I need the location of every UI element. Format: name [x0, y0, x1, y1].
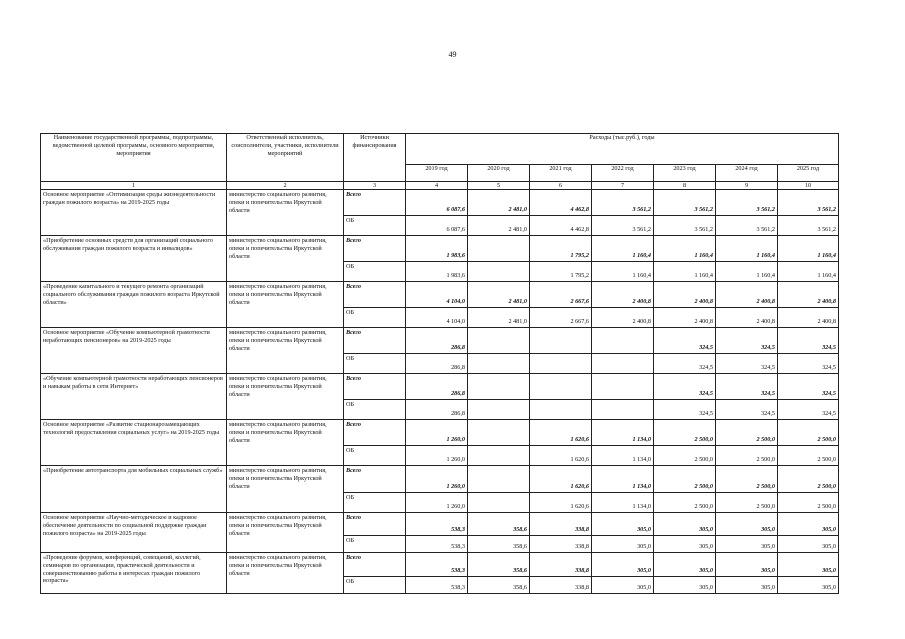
- table-row: [41, 236, 839, 262]
- total-value: 2 400,8: [778, 282, 839, 308]
- total-value: 305,0: [716, 553, 778, 577]
- ob-value: 1 795,2: [530, 262, 592, 282]
- total-value: 2 400,8: [592, 282, 654, 308]
- measure-name: Основное мероприятие «Развитие стационарозамещающих технологий предоставления социальных услуг» на 2019-2025 годы: [41, 420, 227, 466]
- column-number: 9: [716, 182, 778, 190]
- total-value: [530, 328, 592, 354]
- ob-value: 358,6: [468, 577, 530, 594]
- total-value: 538,3: [406, 513, 468, 536]
- ob-value: 2 500,0: [778, 493, 839, 513]
- ob-value: 538,3: [406, 536, 468, 553]
- column-numbers-row: [41, 182, 839, 190]
- ob-value: 305,0: [654, 536, 716, 553]
- total-value: 1 134,0: [592, 466, 654, 493]
- column-number: 3: [344, 182, 406, 190]
- page-number: 49: [448, 50, 457, 59]
- source-ob-label: ОБ: [344, 308, 406, 328]
- ob-value: 1 620,6: [530, 493, 592, 513]
- header-responsible: Ответственный исполнитель, соисполнители, участники, исполнители мероприятий: [227, 134, 344, 182]
- ob-value: 2 500,0: [654, 446, 716, 466]
- total-value: [530, 374, 592, 400]
- ob-value: 305,0: [654, 577, 716, 594]
- column-number: 1: [41, 182, 227, 190]
- total-value: 305,0: [778, 513, 839, 536]
- total-value: 358,6: [468, 553, 530, 577]
- ob-value: 1 160,4: [778, 262, 839, 282]
- ob-value: 2 667,6: [530, 308, 592, 328]
- total-value: 6 087,6: [406, 190, 468, 216]
- ob-value: 338,8: [530, 536, 592, 553]
- ob-value: 538,3: [406, 577, 468, 594]
- ob-value: 358,6: [468, 536, 530, 553]
- ob-value: 305,0: [716, 536, 778, 553]
- total-value: [468, 236, 530, 262]
- table-row: [41, 328, 839, 354]
- ob-value: [530, 400, 592, 420]
- measure-name: «Обучение компьютерной грамотности неработающих пенсионеров и навыкам работы в сети Интернет»: [41, 374, 227, 420]
- total-value: [468, 420, 530, 446]
- ob-value: 305,0: [716, 577, 778, 594]
- ob-value: 3 561,2: [778, 216, 839, 236]
- header-year: 2024 год: [716, 165, 778, 182]
- table-row: [41, 420, 839, 446]
- ob-value: [592, 400, 654, 420]
- source-total-label: Всего: [344, 282, 406, 308]
- ob-value: 305,0: [778, 536, 839, 553]
- total-value: 2 500,0: [654, 420, 716, 446]
- ob-value: 6 087,6: [406, 216, 468, 236]
- header-year: 2021 год: [530, 165, 592, 182]
- total-value: 2 500,0: [778, 420, 839, 446]
- total-value: 305,0: [778, 553, 839, 577]
- ob-value: [468, 262, 530, 282]
- ob-value: 2 400,8: [778, 308, 839, 328]
- source-ob-label: ОБ: [344, 262, 406, 282]
- table-row: [41, 553, 839, 577]
- ob-value: 2 400,8: [716, 308, 778, 328]
- total-value: 4 104,0: [406, 282, 468, 308]
- ob-value: 3 561,2: [716, 216, 778, 236]
- total-value: 358,6: [468, 513, 530, 536]
- total-value: 538,3: [406, 553, 468, 577]
- total-value: 1 983,6: [406, 236, 468, 262]
- responsible-executor: министерство социального развития, опеки и попечительства Иркутской области: [227, 236, 344, 282]
- column-number: 6: [530, 182, 592, 190]
- header-year: 2019 год: [406, 165, 468, 182]
- source-ob-label: ОБ: [344, 577, 406, 594]
- responsible-executor: министерство социального развития, опеки и попечительства Иркутской области: [227, 466, 344, 513]
- source-total-label: Всего: [344, 420, 406, 446]
- ob-value: 1 983,6: [406, 262, 468, 282]
- ob-value: 324,5: [654, 354, 716, 374]
- table-row: [41, 513, 839, 536]
- ob-value: 305,0: [778, 577, 839, 594]
- measure-name: «Проведение форумов, конференций, совещаний, коллегий, семинаров по организации, практической деятельности и совершенствованию работы в интересах граждан пожилого возраста»: [41, 553, 227, 594]
- total-value: 1 620,6: [530, 420, 592, 446]
- total-value: 1 260,0: [406, 466, 468, 493]
- total-value: 3 561,2: [654, 190, 716, 216]
- header-sources: Источники финансирования: [344, 134, 406, 182]
- total-value: 324,5: [716, 374, 778, 400]
- total-value: 324,5: [654, 328, 716, 354]
- total-value: [592, 328, 654, 354]
- responsible-executor: министерство социального развития, опеки и попечительства Иркутской области: [227, 190, 344, 236]
- source-ob-label: ОБ: [344, 493, 406, 513]
- measure-name: «Приобретение автотранспорта для мобильных социальных служб»: [41, 466, 227, 513]
- total-value: 305,0: [654, 513, 716, 536]
- ob-value: 4 462,8: [530, 216, 592, 236]
- total-value: 1 134,0: [592, 420, 654, 446]
- ob-value: 3 561,2: [654, 216, 716, 236]
- measure-name: «Проведение капитального и текущего ремонта организаций социального обслуживания граждан пожилого возраста Иркутской области»: [41, 282, 227, 328]
- total-value: 286,8: [406, 374, 468, 400]
- table-row: [41, 190, 839, 216]
- total-value: 2 500,0: [654, 466, 716, 493]
- responsible-executor: министерство социального развития, опеки и попечительства Иркутской области: [227, 420, 344, 466]
- total-value: 305,0: [654, 553, 716, 577]
- total-value: 324,5: [778, 328, 839, 354]
- total-value: 2 667,6: [530, 282, 592, 308]
- measure-name: Основное мероприятие «Научно-методическое и кадровое обеспечение деятельности по социальной поддержке граждан пожилого возраста» на 2019-2025 годы: [41, 513, 227, 553]
- ob-value: 2 400,8: [592, 308, 654, 328]
- ob-value: [468, 493, 530, 513]
- total-value: [468, 374, 530, 400]
- ob-value: 2 500,0: [778, 446, 839, 466]
- ob-value: 324,5: [778, 400, 839, 420]
- ob-value: 1 260,0: [406, 446, 468, 466]
- total-value: 305,0: [716, 513, 778, 536]
- header-year: 2025 год: [778, 165, 839, 182]
- ob-value: 2 500,0: [654, 493, 716, 513]
- total-value: 305,0: [592, 553, 654, 577]
- source-total-label: Всего: [344, 513, 406, 536]
- header-year: 2022 год: [592, 165, 654, 182]
- responsible-executor: министерство социального развития, опеки и попечительства Иркутской области: [227, 513, 344, 553]
- measure-name: «Приобретение основных средств для организаций социального обслуживания граждан пожилого возраста и инвалидов»: [41, 236, 227, 282]
- ob-value: 338,8: [530, 577, 592, 594]
- column-number: 2: [227, 182, 344, 190]
- table-row: [41, 374, 839, 400]
- source-total-label: Всего: [344, 190, 406, 216]
- header-year: 2023 год: [654, 165, 716, 182]
- total-value: [468, 466, 530, 493]
- responsible-executor: министерство социального развития, опеки и попечительства Иркутской области: [227, 328, 344, 374]
- ob-value: 1 134,0: [592, 493, 654, 513]
- total-value: 324,5: [778, 374, 839, 400]
- source-total-label: Всего: [344, 466, 406, 493]
- responsible-executor: министерство социального развития, опеки и попечительства Иркутской области: [227, 553, 344, 594]
- header-expenses: Расходы (тыс.руб.), годы: [406, 134, 839, 165]
- ob-value: 1 620,6: [530, 446, 592, 466]
- responsible-executor: министерство социального развития, опеки и попечительства Иркутской области: [227, 374, 344, 420]
- source-ob-label: ОБ: [344, 216, 406, 236]
- ob-value: 1 160,4: [592, 262, 654, 282]
- column-number: 10: [778, 182, 839, 190]
- source-total-label: Всего: [344, 328, 406, 354]
- ob-value: 324,5: [778, 354, 839, 374]
- ob-value: 1 134,0: [592, 446, 654, 466]
- total-value: 3 561,2: [716, 190, 778, 216]
- ob-value: 286,8: [406, 400, 468, 420]
- total-value: [592, 374, 654, 400]
- budget-table: [40, 133, 839, 594]
- total-value: 1 260,0: [406, 420, 468, 446]
- total-value: 2 400,8: [654, 282, 716, 308]
- ob-value: 1 160,4: [654, 262, 716, 282]
- ob-value: 2 500,0: [716, 493, 778, 513]
- table-row: [41, 466, 839, 493]
- ob-value: 286,8: [406, 354, 468, 374]
- total-value: 2 500,0: [716, 466, 778, 493]
- column-number: 5: [468, 182, 530, 190]
- total-value: 2 500,0: [716, 420, 778, 446]
- ob-value: 305,0: [592, 577, 654, 594]
- measure-name: Основное мероприятие «Обучение компьютерной грамотности неработающих пенсионеров» на 2019-2025 годы: [41, 328, 227, 374]
- header-year: 2020 год: [468, 165, 530, 182]
- total-value: 1 160,4: [592, 236, 654, 262]
- ob-value: 2 481,0: [468, 308, 530, 328]
- source-total-label: Всего: [344, 236, 406, 262]
- total-value: 2 481,0: [468, 282, 530, 308]
- total-value: 2 500,0: [778, 466, 839, 493]
- ob-value: 2 481,0: [468, 216, 530, 236]
- ob-value: 3 561,2: [592, 216, 654, 236]
- ob-value: [468, 446, 530, 466]
- source-ob-label: ОБ: [344, 536, 406, 553]
- ob-value: 1 160,4: [716, 262, 778, 282]
- total-value: 338,8: [530, 553, 592, 577]
- source-total-label: Всего: [344, 553, 406, 577]
- ob-value: 324,5: [654, 400, 716, 420]
- ob-value: [530, 354, 592, 374]
- column-number: 8: [654, 182, 716, 190]
- responsible-executor: министерство социального развития, опеки и попечительства Иркутской области: [227, 282, 344, 328]
- source-ob-label: ОБ: [344, 400, 406, 420]
- measure-name: Основное мероприятие «Оптимизация среды жизнедеятельности граждан пожилого возраста» на 2019-2025 годы: [41, 190, 227, 236]
- column-number: 7: [592, 182, 654, 190]
- total-value: 2 400,8: [716, 282, 778, 308]
- source-total-label: Всего: [344, 374, 406, 400]
- ob-value: 1 260,0: [406, 493, 468, 513]
- total-value: 3 561,2: [778, 190, 839, 216]
- total-value: 4 462,8: [530, 190, 592, 216]
- total-value: 1 620,6: [530, 466, 592, 493]
- total-value: 324,5: [716, 328, 778, 354]
- ob-value: 4 104,0: [406, 308, 468, 328]
- ob-value: 2 400,8: [654, 308, 716, 328]
- total-value: 286,8: [406, 328, 468, 354]
- total-value: 305,0: [592, 513, 654, 536]
- ob-value: [592, 354, 654, 374]
- table-row: [41, 282, 839, 308]
- ob-value: 324,5: [716, 400, 778, 420]
- ob-value: 2 500,0: [716, 446, 778, 466]
- column-number: 4: [406, 182, 468, 190]
- ob-value: 305,0: [592, 536, 654, 553]
- total-value: 2 481,0: [468, 190, 530, 216]
- total-value: 1 795,2: [530, 236, 592, 262]
- ob-value: [468, 400, 530, 420]
- ob-value: [468, 354, 530, 374]
- total-value: 1 160,4: [716, 236, 778, 262]
- total-value: [468, 328, 530, 354]
- total-value: 338,8: [530, 513, 592, 536]
- total-value: 1 160,4: [654, 236, 716, 262]
- header-name: Наименование государственной программы, подпрограммы, ведомственной целевой программы, основного мероприятия, мероприятия: [41, 134, 227, 182]
- total-value: 1 160,4: [778, 236, 839, 262]
- total-value: 3 561,2: [592, 190, 654, 216]
- ob-value: 324,5: [716, 354, 778, 374]
- total-value: 324,5: [654, 374, 716, 400]
- source-ob-label: ОБ: [344, 354, 406, 374]
- source-ob-label: ОБ: [344, 446, 406, 466]
